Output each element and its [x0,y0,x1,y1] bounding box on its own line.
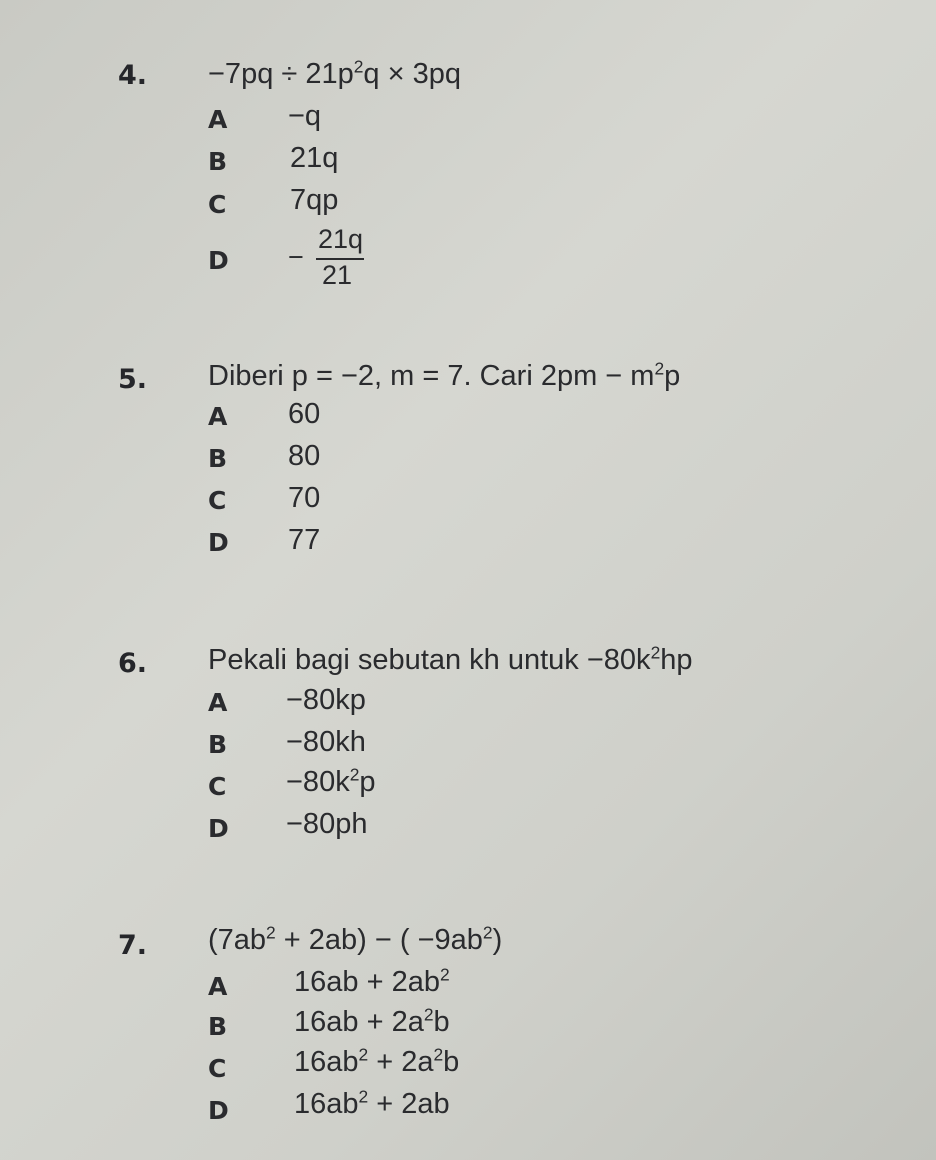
question-stem: $(7ab^2 + 2ab)$ − ( $-9ab^2$) [208,922,503,956]
option-d: −80ph [286,808,368,840]
option-letter: A [208,402,228,431]
option-letter: B [208,1012,228,1041]
option-b: −80kh [286,726,366,758]
option-letter: D [208,1096,229,1125]
question-number: 6. [118,648,148,679]
option-a: −q [288,100,322,132]
question-number: 4. [118,60,148,91]
option-letter: A [208,688,228,717]
question-stem: Pekali bagi sebutan kh untuk $-80k^2hp$ [208,642,693,676]
question-stem: Diberi p = −2, m = 7. Cari $2pm - m^2p$ [208,358,681,392]
option-letter: A [208,972,228,1001]
option-b: 80 [288,440,321,472]
option-letter: C [208,772,227,801]
option-letter: A [208,105,228,134]
option-a: $16ab + 2ab^2$ [294,964,450,998]
option-a: 60 [288,398,321,430]
option-d: 77 [288,524,321,556]
option-letter: D [208,528,229,557]
option-letter: D [208,246,229,275]
option-b: 21q [290,142,339,174]
question-number: 7. [118,930,148,961]
question-stem: $-7pq \div 21p^2q \times 3pq$ [208,56,461,90]
option-c: 70 [288,482,321,514]
fraction-numerator: 21q [318,224,364,254]
option-letter: C [208,1054,227,1083]
option-c: 7qp [290,184,339,216]
worksheet-page: 4. $-7pq \div 21p^2q \times 3pq$ A −q B 21q C 7qp D − 21q 21 5. Diberi p = −2, m = 7. Cari $2pm - m^2p$ A 60 B 80 C 70 D 77 6. Pekali bagi sebutan kh untuk $-80k^2hp$ A −80kp B −80kh C $-80k^2p$ D −80ph 7. $(7ab^2 + 2ab)$ − ( $-9ab^2$) A $16ab + 2ab^2$ B $16ab + 2a^2b$ C $16ab^2 + 2a^2b$ D $16ab^2 + 2ab$ [118,56,693,1125]
option-letter: B [208,444,228,473]
option-letter: B [208,147,228,176]
option-letter: C [208,486,227,515]
fraction-denominator: 21 [322,260,353,290]
option-c: $-80k^2p$ [286,764,376,798]
option-letter: B [208,730,228,759]
option-d: $16ab^2 + 2ab$ [294,1086,450,1120]
question-number: 5. [118,364,148,395]
option-letter: C [208,190,227,219]
option-b: $16ab + 2a^2b$ [294,1004,450,1038]
option-letter: D [208,814,229,843]
option-c: $16ab^2 + 2a^2b$ [294,1044,460,1078]
option-a: −80kp [286,684,366,716]
